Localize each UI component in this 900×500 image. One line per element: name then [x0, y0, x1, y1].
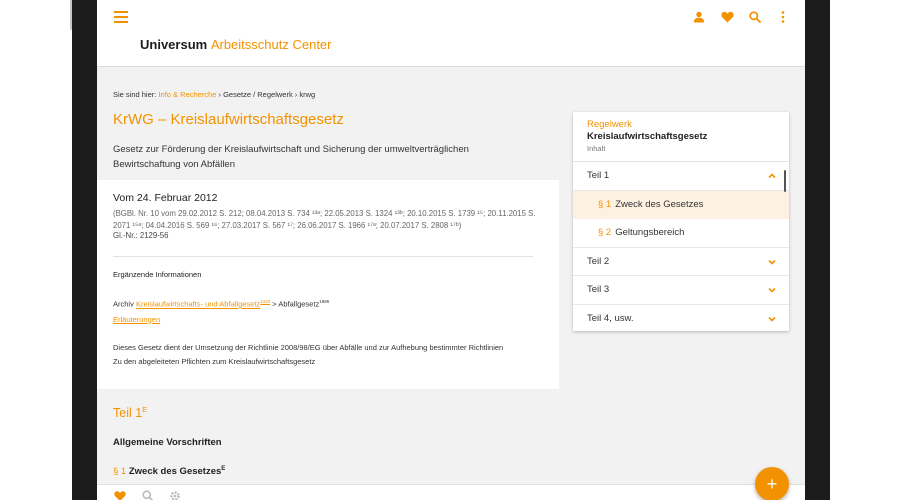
- brand-accent: Arbeitsschutz Center: [210, 37, 332, 52]
- toc-item-paragraph-2[interactable]: [573, 219, 789, 248]
- directive-note: [113, 341, 543, 369]
- brand-title[interactable]: [140, 37, 332, 52]
- breadcrumb-link-info[interactable]: Info & Recherche: [158, 90, 217, 99]
- note-line-2: Zu den abgeleiteten Pflichten zum Kreislaufwirtschaftsgesetz: [113, 356, 316, 366]
- archiv-suffix-sup: 1986: [319, 299, 330, 304]
- app-screen: [97, 0, 805, 500]
- breadcrumb-rest: › Gesetze / Regelwerk › krwg: [218, 90, 316, 99]
- toc-item-teil-1[interactable]: [573, 162, 789, 191]
- brand-main: Universum: [140, 37, 208, 52]
- more-vert-icon[interactable]: [773, 8, 793, 26]
- device-frame-left: [72, 0, 97, 500]
- gear-icon[interactable]: [169, 490, 181, 500]
- toc-item-teil-4[interactable]: [573, 305, 789, 334]
- toc-item-label: Teil 3: [587, 284, 610, 296]
- toc-header: [573, 112, 789, 162]
- toc-law-name: Kreislaufwirtschaftsgesetz: [587, 131, 708, 142]
- archiv-suffix: > Abfallgesetz: [272, 299, 320, 309]
- toc-label: Regelwerk: [587, 119, 632, 130]
- app-bar: [97, 0, 805, 67]
- app-bar-actions: [689, 8, 793, 26]
- device-bezel-left: [0, 0, 97, 500]
- toc-item-label: Teil 4, usw.: [587, 313, 634, 325]
- search-icon[interactable]: [142, 490, 154, 500]
- ergaenzende-heading: Ergänzende Informationen: [113, 270, 202, 279]
- archiv-line: [113, 299, 543, 309]
- erlaeuterungen-link[interactable]: Erläuterungen: [113, 314, 161, 324]
- chevron-down-icon[interactable]: [767, 285, 777, 295]
- teil1-label: Teil 1: [113, 406, 143, 420]
- page-title: KrWG – Kreislaufwirtschaftsgesetz: [113, 111, 344, 128]
- toc-item-label: Geltungsbereich: [615, 227, 685, 239]
- device-frame-right: [805, 0, 830, 500]
- archiv-prefix: Archiv: [113, 299, 134, 309]
- search-icon[interactable]: [745, 8, 765, 26]
- paragraph-1-sup[interactable]: E: [221, 466, 226, 472]
- breadcrumb-prefix: Sie sind hier:: [113, 90, 157, 99]
- add-button[interactable]: +: [755, 467, 789, 500]
- archiv-link-sup: 1333: [260, 299, 271, 304]
- law-date: Vom 24. Februar 2012: [113, 192, 218, 204]
- toc-item-teil-2[interactable]: [573, 248, 789, 277]
- archiv-link[interactable]: Kreislaufwirtschafts- und Abfallgesetz: [135, 299, 261, 309]
- breadcrumb: [113, 90, 315, 99]
- teil1-sup[interactable]: E: [142, 406, 147, 414]
- toc-scrollbar[interactable]: [784, 170, 786, 192]
- toc-item-label: Zweck des Gesetzes: [615, 199, 704, 211]
- paragraph-1-heading: [113, 466, 225, 477]
- toc-item-paragraph-1[interactable]: [573, 191, 789, 220]
- teil1-heading: [113, 406, 147, 420]
- person-icon[interactable]: [689, 8, 709, 26]
- law-info-card: [97, 180, 559, 389]
- menu-icon[interactable]: [114, 11, 128, 23]
- toc-item-number: § 2: [598, 227, 612, 239]
- toc-panel: [573, 112, 789, 331]
- toc-item-label: Teil 1: [587, 170, 610, 182]
- toc-item-label: Teil 2: [587, 255, 610, 267]
- bottom-nav: [97, 484, 805, 500]
- chevron-down-icon[interactable]: [767, 257, 777, 267]
- heart-icon[interactable]: [717, 8, 737, 26]
- bgbl-references: (BGBl. Nr. 10 vom 29.02.2012 S. 212; 08.04.2013 S. 734 ¹³ᵃ; 22.05.2013 S. 1324 ¹³ᵇ; 20.10.2015 S. 1739 ¹⁵; 20.11.2015 S. 2071 ¹⁵ᵃ; 04.04.2016 S. 569 ¹⁶; 27.03.2017 S. 567 ¹⁷; 26.06.2017 S. 1966 ¹⁷ᵃ; 20.07.2017 S. 2808 ¹⁷ᵇ): [113, 209, 536, 230]
- chevron-up-icon[interactable]: [767, 171, 777, 181]
- toc-item-number: § 1: [598, 199, 612, 211]
- allgemeine-vorschriften: Allgemeine Vorschriften: [113, 437, 222, 448]
- chevron-down-icon[interactable]: [767, 314, 777, 324]
- device-bezel-right: [805, 0, 900, 500]
- toc-inhalt: Inhalt: [587, 144, 606, 153]
- paragraph-1-title: Zweck des Gesetzes: [128, 466, 222, 478]
- gl-nr: Gl.-Nr.: 2129-56: [113, 231, 169, 240]
- note-line-1: Dieses Gesetz dient der Umsetzung der Richtlinie 2008/98/EG über Abfälle und zur Aufhebung bestimmter Richtlinien: [113, 342, 504, 352]
- toc-item-teil-3[interactable]: [573, 276, 789, 305]
- page-subtitle: Gesetz zur Förderung der Kreislaufwirtschaft und Sicherung der umweltverträglichen Bewirtschaftung von Abfällen: [113, 144, 469, 170]
- paragraph-1-number: § 1: [113, 466, 127, 478]
- divider: [113, 256, 533, 257]
- heart-icon[interactable]: [114, 490, 126, 500]
